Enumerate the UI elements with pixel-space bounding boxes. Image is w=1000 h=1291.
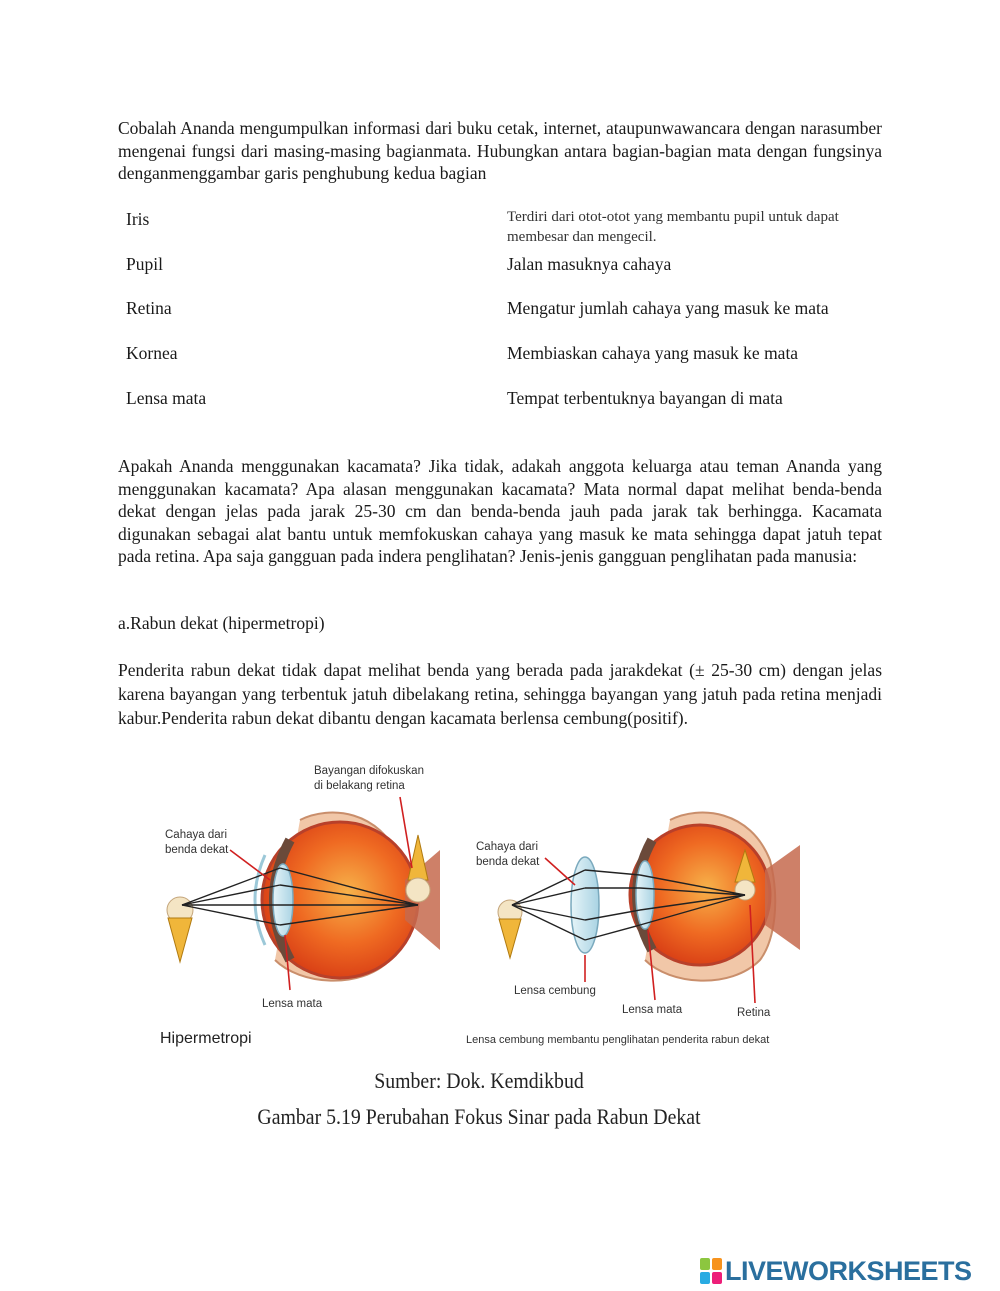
label-left-lens: Lensa mata — [262, 998, 323, 1010]
matching-left-iris: Iris — [126, 209, 150, 229]
matching-right-5: Tempat terbentuknya bayangan di mata — [507, 388, 783, 408]
label-convex-lens: Lensa cembung — [514, 985, 596, 997]
kacamata-paragraph: Apakah Ananda menggunakan kacamata? Jika tidak, adakah anggota keluarga atau teman Ananda yang menggunakan kacamata? Apa alasan menggunakan kacamata? Mata normal dapat melihat benda-benda dekat dengan jelas pada jarak 25-30 cm dan benda-benda jauh pada jarak tak berhingga. Kacamata digunakan sebagai alat bantu untuk memfokuskan cahaya yang masuk ke mata sehingga dapat jatuh tepat pada retina. Apa saja gangguan pada indera penglihatan? Jenis-jenis gangguan penglihatan pada manusia: — [118, 456, 882, 566]
liveworksheets-logo-text: LIVEWORKSHEETS — [725, 1255, 972, 1286]
liveworksheets-logo-icon — [700, 1258, 722, 1284]
label-retina: Retina — [737, 1007, 771, 1019]
right-pointer-light — [545, 858, 575, 885]
matching-left-lensa: Lensa mata — [126, 388, 207, 408]
hipermetropi-paragraph: Penderita rabun dekat tidak dapat melihat benda yang berada pada jarakdekat (± 25-30 cm) dengan jelas karena bayangan yang terbentuk jatuh dibelakang retina, sehingga bayangan yang jatuh pada retina menjadi kabur.Penderita rabun dekat dibantu dengan kacamata berlensa cembung(positif). — [118, 660, 882, 728]
matching-left-pupil: Pupil — [126, 254, 163, 274]
label-right-caption: Lensa cembung membantu penglihatan penderita rabun dekat — [466, 1034, 770, 1046]
intro-paragraph: Cobalah Ananda mengumpulkan informasi dari buku cetak, internet, ataupunwawancara dengan narasumber mengenai fungsi dari masing-masing bagianmata. Hubungkan antara bagian-bagian mata dengan fungsinya denganmenggambar garis penghubung kedua bagian — [118, 118, 882, 183]
label-right-light: Cahaya dari benda dekat — [476, 841, 540, 868]
figure-caption: Gambar 5.19 Perubahan Fokus Sinar pada Rabun Dekat — [257, 1104, 701, 1129]
matching-right-1: Terdiri dari otot-otot yang membantu pupil untuk dapat membesar dan mengecil. — [507, 209, 839, 245]
label-left-light: Cahaya dari benda dekat — [165, 829, 229, 856]
matching-right-4: Membiaskan cahaya yang masuk ke mata — [507, 343, 799, 363]
matching-left-kornea: Kornea — [126, 343, 178, 363]
label-image-behind-retina: Bayangan difokuskan di belakang retina — [314, 765, 424, 792]
matching-left-retina: Retina — [126, 298, 172, 318]
matching-right-2: Jalan masuknya cahaya — [507, 254, 672, 274]
right-eye-illustration — [630, 813, 800, 981]
liveworksheets-logo — [700, 1256, 972, 1286]
figure-source: Sumber: Dok. Kemdikbud — [374, 1068, 584, 1093]
label-right-lens: Lensa mata — [622, 1004, 683, 1016]
left-eye-illustration — [255, 813, 440, 981]
matching-right-3: Mengatur jumlah cahaya yang masuk ke mata — [507, 298, 829, 318]
left-pointer-light — [230, 850, 270, 880]
subheading-hipermetropi: a.Rabun dekat (hipermetropi) — [118, 613, 325, 633]
label-hipermetropi: Hipermetropi — [160, 1030, 252, 1047]
